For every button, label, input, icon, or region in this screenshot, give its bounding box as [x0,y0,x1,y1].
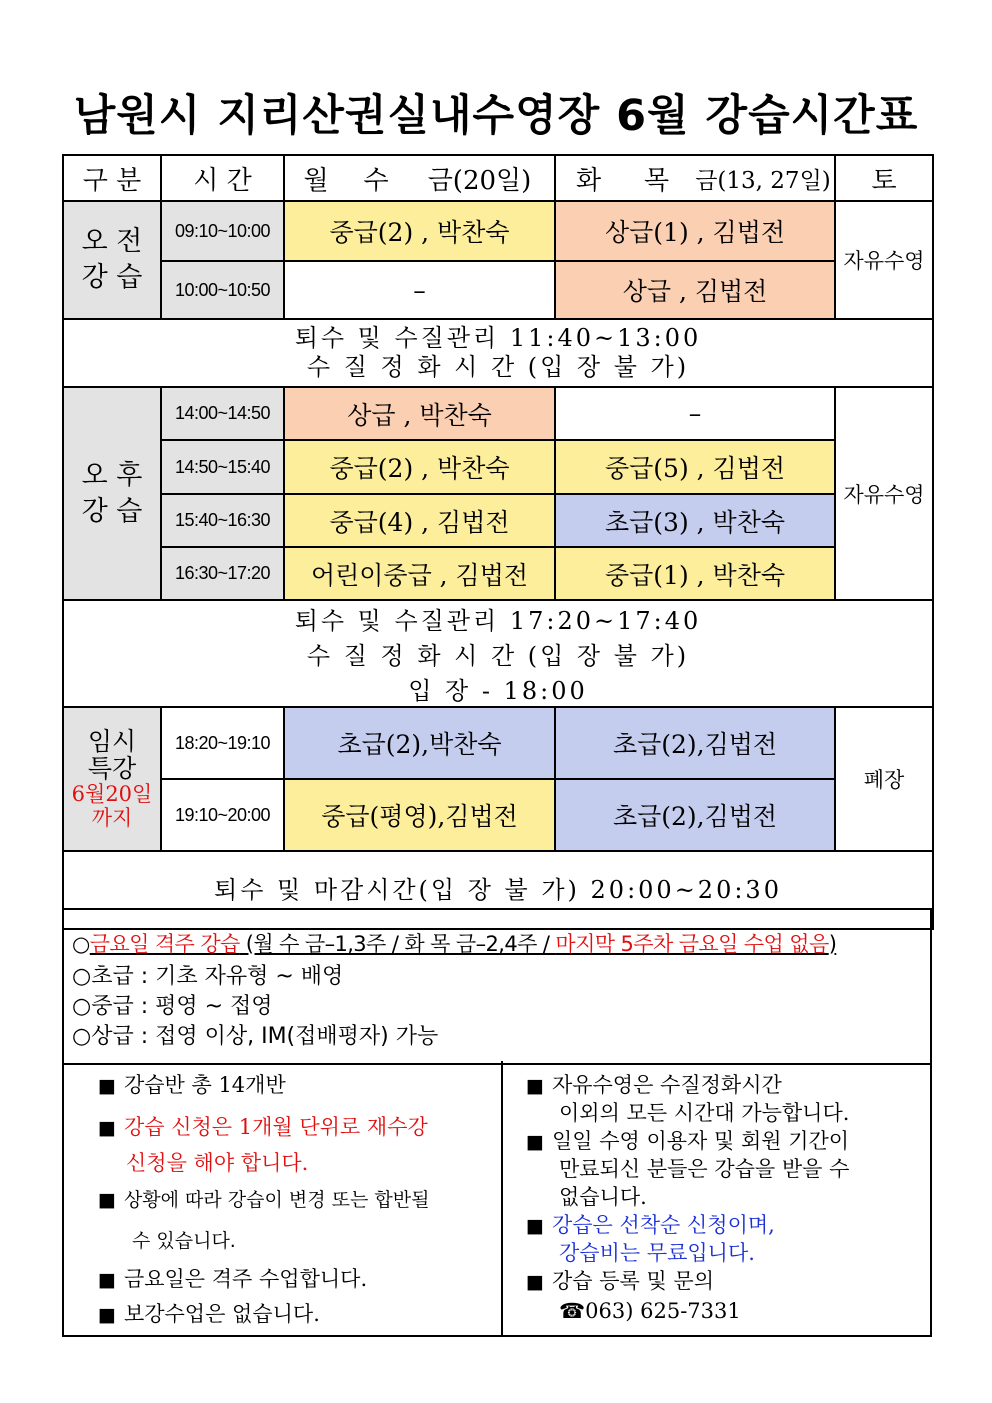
time-slot: 19:10~20:00 [161,779,284,851]
header-sigan: 시 간 [161,155,284,201]
note-item-cont: 수 있습니다. [132,1230,236,1252]
class-cell: 중급(2) , 박찬숙 [284,201,555,261]
advanced-info: ○상급 : 접영 이상, IM(접배평자) 가능 [72,1024,439,1049]
header-fri-13-27: 금(13, 27일) [692,155,835,201]
special-label: 임시 특강 6월20일 까지 [63,707,161,851]
time-slot: 09:10~10:00 [161,201,284,261]
class-cell: 초급(2),김법전 [555,779,835,851]
class-cell: 초급(2),김법전 [555,707,835,779]
morning-label: 오 전 강 습 [63,201,161,319]
page-title: 남원시 지리산권실내수영장 6월 강습시간표 [73,91,919,141]
header-thu: 목 [621,155,692,201]
note-item-cont: 없습니다. [559,1185,647,1209]
time-slot: 15:40~16:30 [161,494,284,547]
class-cell: 상급 , 박찬숙 [284,387,555,440]
time-slot: 18:20~19:10 [161,707,284,779]
class-cell: 중급(4) , 김법전 [284,494,555,547]
class-cell: 초급(2),박찬숙 [284,707,555,779]
sat-free-swim: 자유수영 [835,387,933,600]
note-item: ■ 강습반 총 14개반 [98,1073,286,1097]
class-cell: 상급(1) , 김법전 [555,201,835,261]
break-banner-2: 퇴수 및 수질관리 17:20~17:40 수 질 정 화 시 간 (입 장 불 가) 입 장 - 18:00 [63,600,933,707]
notes-divider [501,1061,503,1335]
class-cell: – [555,387,835,440]
note-item: ■ 자유수영은 수질정화시간 [526,1073,782,1097]
class-cell: – [284,261,555,319]
note-item: ■ 금요일은 격주 수업합니다. [98,1267,368,1291]
header-wed: 수 [347,155,405,201]
note-item: ■ 보강수업은 없습니다. [98,1302,320,1326]
class-cell: 어린이중급 , 김법전 [284,547,555,600]
break-banner-1: 퇴수 및 수질관리 11:40~13:00 수 질 정 화 시 간 (입 장 불 가) [63,319,933,387]
schedule-table [62,154,934,930]
time-slot: 14:00~14:50 [161,387,284,440]
notes-box [62,1061,932,1337]
beginner-info: ○초급 : 기초 자유형 ~ 배영 [72,964,344,989]
afternoon-label: 오 후 강 습 [63,387,161,600]
contact-phone: ☎063) 625-7331 [559,1299,741,1323]
class-cell: 상급 , 김법전 [555,261,835,319]
level-info-box [62,908,932,1065]
note-item-cont: 신청을 해야 합니다. [126,1151,309,1175]
header-fri-20: 금(20일) [405,155,555,201]
biweekly-note: ○금요일 격주 강습 (월 수 금–1,3주 / 화 목 금–2,4주 / 마지막 5주차 금요일 수업 없음) [72,932,837,956]
note-item: ■ 강습은 선착순 신청이며, [526,1213,775,1237]
note-item: ■ 강습 신청은 1개월 단위로 재수강 [98,1115,428,1139]
header-tue: 화 [555,155,621,201]
time-slot: 10:00~10:50 [161,261,284,319]
header-sat: 토 [835,155,933,201]
header-gubun: 구 분 [63,155,161,201]
note-item-cont: 만료되신 분들은 강습을 받을 수 [559,1157,850,1181]
note-item: ■ 상황에 따라 강습이 변경 또는 합반될 [98,1189,430,1211]
closing-banner: 퇴수 및 마감시간(입 장 불 가) 20:00~20:30 [63,851,933,929]
class-cell: 중급(평영),김법전 [284,779,555,851]
time-slot: 14:50~15:40 [161,440,284,494]
class-cell: 중급(5) , 김법전 [555,440,835,494]
sat-free-swim: 자유수영 [835,201,933,319]
time-slot: 16:30~17:20 [161,547,284,600]
class-cell: 초급(3) , 박찬숙 [555,494,835,547]
special-until: 6월20일 [71,782,153,806]
note-item: ■ 일일 수영 이용자 및 회원 기간이 [526,1129,850,1153]
header-mon: 월 [284,155,347,201]
sat-closed: 폐장 [835,707,933,851]
class-cell: 중급(1) , 박찬숙 [555,547,835,600]
note-item: ■ 강습 등록 및 문의 [526,1269,714,1293]
intermediate-info: ○중급 : 평영 ~ 접영 [72,994,273,1019]
class-cell: 중급(2) , 박찬숙 [284,440,555,494]
note-item-cont: 강습비는 무료입니다. [559,1241,755,1265]
note-item-cont: 이외의 모든 시간대 가능합니다. [559,1101,850,1125]
